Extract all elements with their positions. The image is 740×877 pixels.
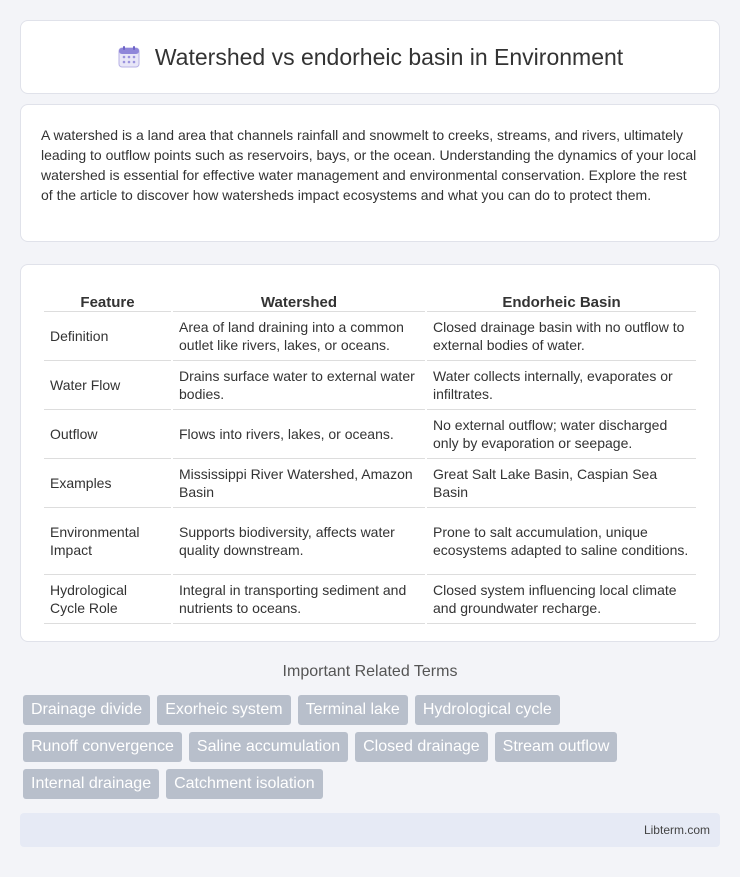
tag-row (23, 769, 723, 799)
intro-card (20, 104, 720, 242)
tag-row (23, 695, 723, 725)
calendar-icon (117, 45, 141, 69)
tag[interactable]: Terminal lake (298, 695, 408, 725)
feature-cell: Examples (44, 459, 171, 508)
comparison-table (42, 285, 698, 624)
endorheic-cell: Prone to salt accumulation, unique ecosystems adapted to saline conditions. (427, 508, 696, 575)
tag[interactable]: Runoff convergence (23, 732, 182, 762)
title-card (20, 20, 720, 94)
tag[interactable]: Catchment isolation (166, 769, 323, 799)
endorheic-cell: No external outflow; water discharged only by evaporation or seepage. (427, 410, 696, 459)
watershed-cell: Area of land draining into a common outlet like rivers, lakes, or oceans. (173, 312, 425, 361)
table-row (44, 459, 696, 508)
intro-text: A watershed is a land area that channels rainfall and snowmelt to creeks, streams, and rivers, ultimately leading to outflow points such as reservoirs, bays, or the ocean. Understanding the dynamics of your local watershed is essential for effective water management and environmental conservation. Explore the rest of the article to discover how watersheds impact ecosystems and what you can do to protect them. (41, 127, 697, 203)
footer (20, 813, 720, 847)
feature-cell: Water Flow (44, 361, 171, 410)
header-watershed: Watershed (173, 285, 425, 312)
table-row (44, 410, 696, 459)
table-row (44, 312, 696, 361)
tag[interactable]: Stream outflow (495, 732, 618, 762)
tag[interactable]: Hydrological cycle (415, 695, 560, 725)
watershed-cell: Integral in transporting sediment and nutrients to oceans. (173, 575, 425, 624)
header-endorheic: Endorheic Basin (427, 285, 696, 312)
watershed-cell: Flows into rivers, lakes, or oceans. (173, 410, 425, 459)
tag[interactable]: Exorheic system (157, 695, 290, 725)
watershed-cell: Drains surface water to external water bodies. (173, 361, 425, 410)
related-terms-title: Important Related Terms (282, 663, 458, 680)
endorheic-cell: Closed drainage basin with no outflow to external bodies of water. (427, 312, 696, 361)
related-terms-tags (23, 695, 723, 806)
feature-cell: Definition (44, 312, 171, 361)
header-feature: Feature (44, 285, 171, 312)
tag-row (23, 732, 723, 762)
table-row (44, 575, 696, 624)
feature-cell: Hydrological Cycle Role (44, 575, 171, 624)
table-row (44, 508, 696, 575)
feature-cell: Environmental Impact (44, 508, 171, 575)
tag[interactable]: Saline accumulation (189, 732, 348, 762)
watershed-cell: Mississippi River Watershed, Amazon Basin (173, 459, 425, 508)
tag[interactable]: Closed drainage (355, 732, 488, 762)
tag[interactable]: Internal drainage (23, 769, 159, 799)
table-row (44, 361, 696, 410)
tag[interactable]: Drainage divide (23, 695, 150, 725)
comparison-card (20, 264, 720, 642)
watershed-cell: Supports biodiversity, affects water quality downstream. (173, 508, 425, 575)
endorheic-cell: Water collects internally, evaporates or infiltrates. (427, 361, 696, 410)
endorheic-cell: Great Salt Lake Basin, Caspian Sea Basin (427, 459, 696, 508)
page-title: Watershed vs endorheic basin in Environment (154, 43, 624, 70)
footer-brand[interactable]: Libterm.com (643, 823, 710, 837)
feature-cell: Outflow (44, 410, 171, 459)
endorheic-cell: Closed system influencing local climate and groundwater recharge. (427, 575, 696, 624)
